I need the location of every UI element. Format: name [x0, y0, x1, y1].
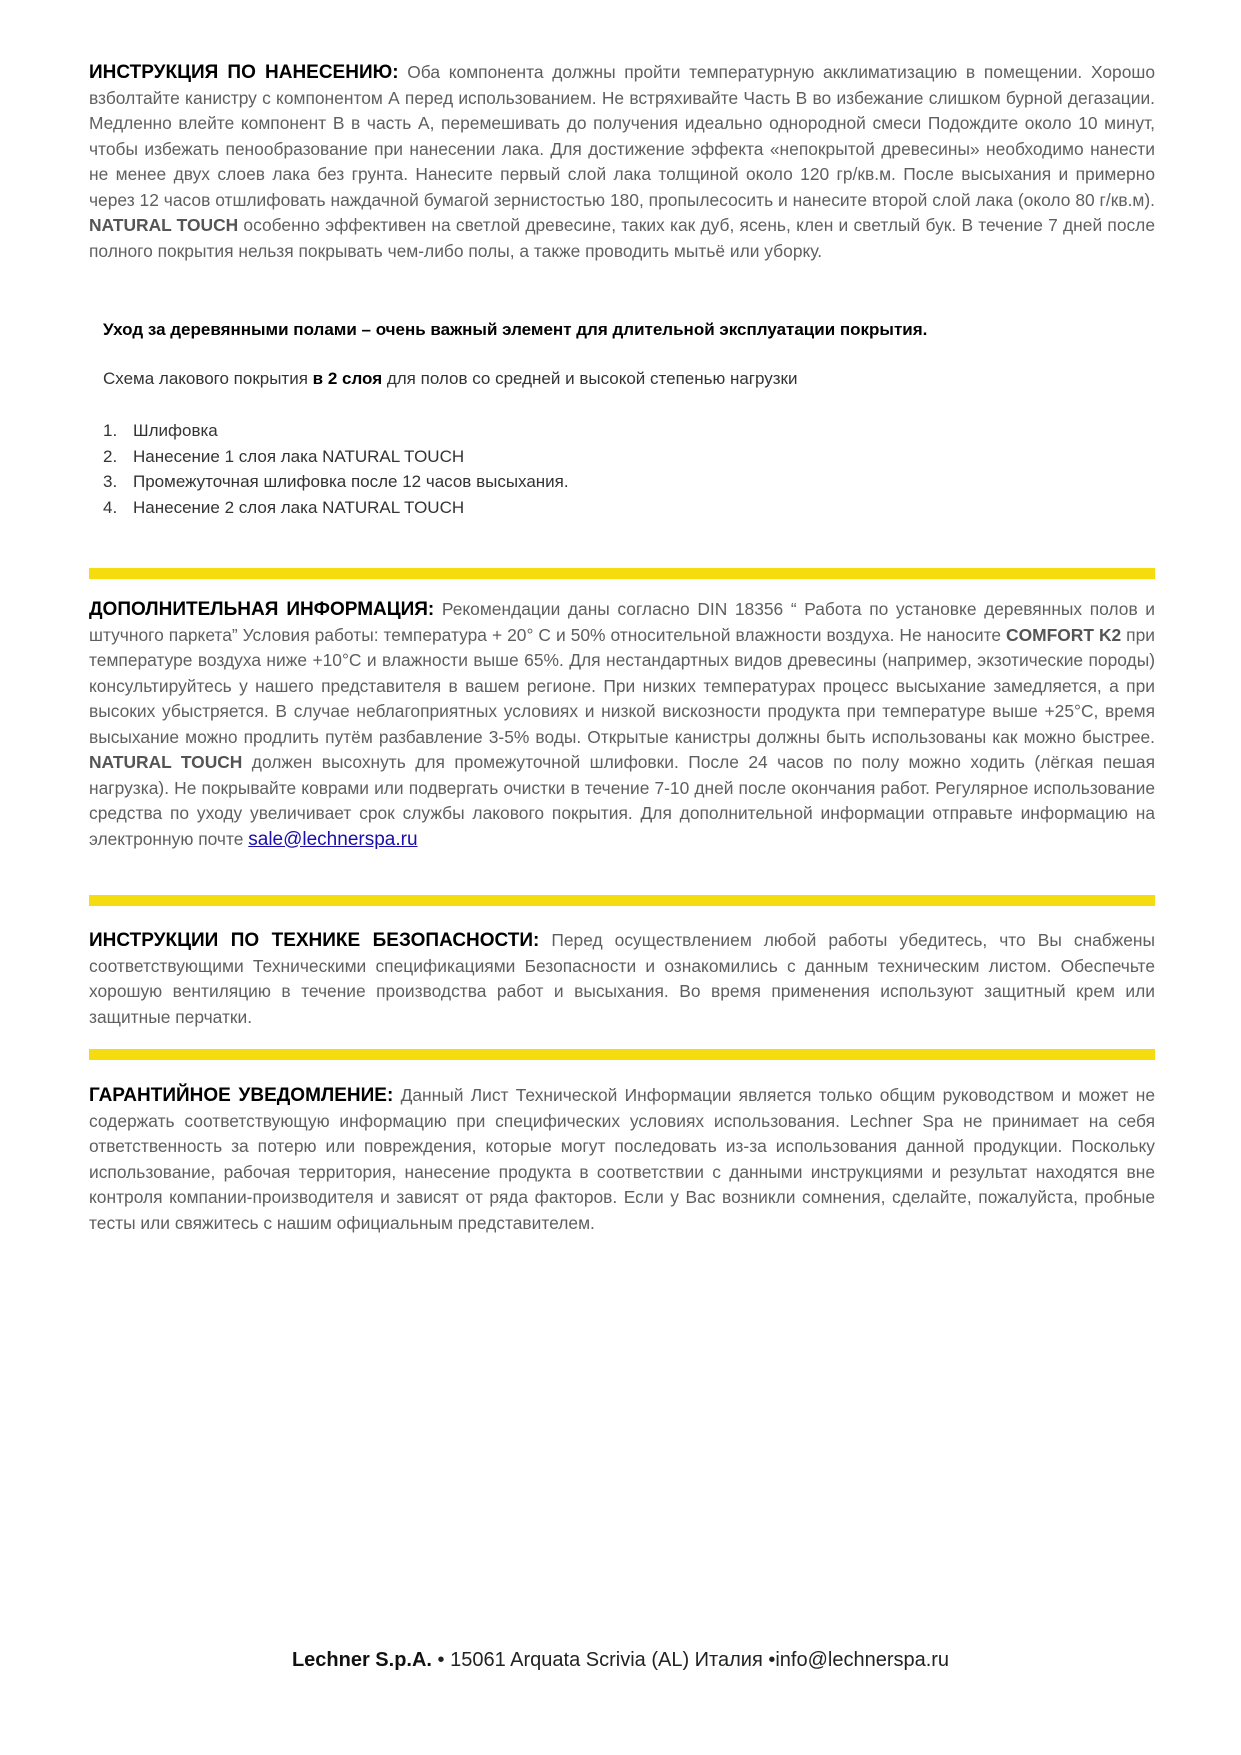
- application-heading: ИНСТРУКЦИЯ ПО НАНЕСЕНИЮ:: [89, 62, 399, 83]
- application-instructions-section: [89, 60, 1155, 264]
- step-number: 2.: [103, 446, 118, 466]
- list-item: [103, 469, 1103, 495]
- care-note: Уход за деревянными полами – очень важный элемент для длительной эксплуатации покрытия.: [103, 320, 928, 339]
- step-text: Промежуточная шлифовка после 12 часов высыхания.: [133, 472, 569, 491]
- additional-info-section: [89, 597, 1155, 852]
- step-number: 4.: [103, 497, 118, 517]
- safety-heading: ИНСТРУКЦИИ ПО ТЕХНИКЕ БЕЗОПАСНОСТИ:: [89, 930, 540, 951]
- warranty-section: [89, 1083, 1155, 1236]
- safety-text: Перед осуществлением любой работы убедитесь, что Вы снабжены соответствующими Техническими спецификациями Безопасности и ознакомились с данным техническим листом. Обеспечьте хорошую вентиляцию в течение производства работ и высыхания. Во время применения используют защитный крем или защитные перчатки.: [89, 930, 1155, 1027]
- footer-company: Lechner S.p.A.: [291, 1649, 432, 1671]
- list-item: [103, 444, 1103, 470]
- additional-info-heading: ДОПОЛНИТЕЛЬНАЯ ИНФОРМАЦИЯ:: [89, 599, 435, 620]
- list-item: [103, 495, 1103, 521]
- warranty-text: Данный Лист Технической Информации является только общим руководством и может не содержать соответствующую информацию при специфических условиях использования. Lechner Spa не принимает на себя ответственность за потерю или повреждения, которые могут последовать из-за использования данной продукции. Поскольку использование, рабочая территория, нанесение продукта в соответствии с данными инструкциями и результат находятся вне контроля компании-производителя и зависят от ряда факторов. Если у Вас возникли сомнения, сделайте, пожалуйста, пробные тесты или свяжитесь с нашим официальным представителем.: [89, 1085, 1155, 1233]
- warranty-heading: ГАРАНТИЙНОЕ УВЕДОМЛЕНИЕ:: [89, 1085, 394, 1106]
- additional-product-name-2: NATURAL TOUCH: [89, 752, 243, 772]
- section-divider: [89, 1049, 1155, 1060]
- step-text: Нанесение 1 слоя лака NATURAL TOUCH: [133, 446, 465, 466]
- scheme-text-pre: Схема лакового покрытия: [103, 369, 313, 388]
- step-number: 1.: [103, 421, 118, 440]
- safety-section: [89, 928, 1155, 1030]
- additional-text-part1: Рекомендации даны согласно DIN 18356 “ Работа по установке деревянных полов и штучного паркета” Условия работы: температура + 20° C и 50% относительной влажности воздуха. Не наносите: [89, 599, 1155, 645]
- application-text-part1: Оба компонента должны пройти температурную акклиматизацию в помещении. Хорошо взболтайте канистру с компонентом А перед использованием. Не встряхивайте Часть В во избежание слишком бурной дегазации. Медленно влейте компонент В в часть А, перемешивать до получения идеально однородной смеси Подождите около 10 минут, чтобы избежать пенообразование при нанесении лака. Для достижение эффекта «непокрытой древесины» необходимо нанести не менее двух слоев лака без грунта. Нанесите первый слой лака толщиной около 120 гр/кв.м. После высыхания и примерно через 12 часов отшлифовать наждачной бумагой зернистостью 180, пропылесосить и нанесите второй слой лака (около 80 г/кв.м).: [89, 62, 1155, 210]
- additional-product-name-1: COMFORT K2: [1006, 624, 1122, 645]
- additional-text-part2: при температуре воздуха ниже +10°C и влажности выше 65%. Для нестандартных видов древесины (например, экзотические породы) консультируйтесь у нашего представителя в вашем регионе. При низких температурах процесс высыхание замедляется, а при высоких убыстряется. В случае неблагоприятных условиях и низкой вискозности продукта при температуре выше +25°C, время высыхание можно продлить путём разбавление 3-5% воды. Открытые канистры должны быть использованы как можно быстрее.: [89, 624, 1155, 747]
- section-divider: [89, 568, 1155, 579]
- coating-steps-list: [103, 418, 1103, 520]
- step-text: Шлифовка: [133, 421, 218, 440]
- section-divider: [89, 895, 1155, 906]
- scheme-text-post: для полов со средней и высокой степенью нагрузки: [382, 369, 798, 388]
- email-link[interactable]: sale@lechnerspa.ru: [248, 828, 418, 850]
- step-text: Нанесение 2 слоя лака NATURAL TOUCH: [133, 497, 465, 517]
- coating-scheme: [103, 367, 1153, 391]
- page-footer: [0, 1649, 1241, 1672]
- step-number: 3.: [103, 472, 118, 491]
- footer-address: • 15061 Arquata Scrivia (AL) Италия •info@lechnerspa.ru: [431, 1649, 950, 1671]
- additional-text-part3: должен высохнуть для промежуточной шлифовки. После 24 часов по полу можно ходить (лёгкая пешая нагрузка). Не покрывайте коврами или подвергать очистки в течение 7-10 дней после окончания работ. Регулярное использование средства по уходу увеличивает срок службы лакового покрытия. Для дополнительной информации отправьте информацию на электронную почте: [89, 752, 1155, 849]
- application-text-part2: особенно эффективен на светлой древесине, таких как дуб, ясень, клен и светлый бук. В течение 7 дней после полного покрытия нельзя покрывать чем-либо полы, а также проводить мытьё или уборку.: [89, 215, 1155, 261]
- scheme-text-bold: в 2 слоя: [312, 369, 383, 388]
- list-item: [103, 418, 1103, 444]
- application-product-name: NATURAL TOUCH: [89, 215, 239, 235]
